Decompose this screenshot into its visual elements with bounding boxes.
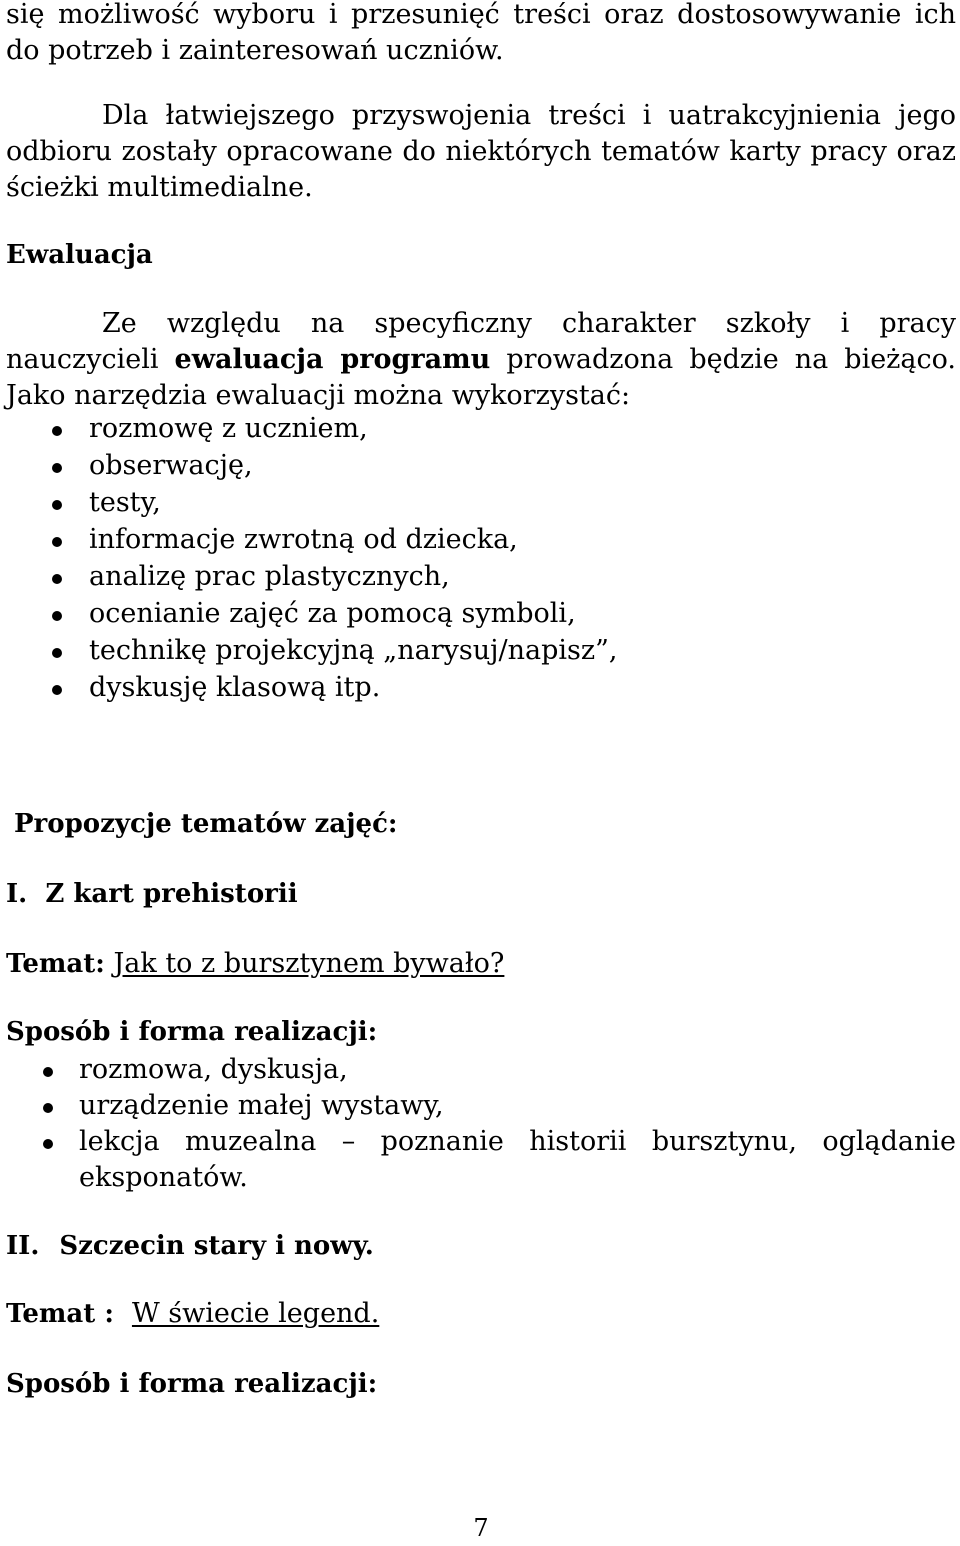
bullet-icon <box>43 1139 53 1149</box>
list-item: urządzenie małej wystawy, <box>6 1088 956 1124</box>
page-number: 7 <box>473 1514 489 1542</box>
evaluation-text-bold: ewaluacja programu <box>174 344 491 375</box>
intro-paragraph-1: się możliwość wyboru i przesunięć treści oraz dostosowywanie ich do potrzeb i zainteresowań uczniów. <box>6 0 956 66</box>
topic-label: Temat: <box>6 949 105 979</box>
topic-label: Temat : <box>6 1299 114 1329</box>
evaluation-text-after: prowadzona będzie na bieżąco. Jako narzędzia ewaluacji można wykorzystać: <box>6 344 956 411</box>
bullet-icon <box>52 463 62 473</box>
section-2-number: II. <box>6 1231 40 1261</box>
evaluation-text-before: Ze względu na specyficzny charakter szkoły i pracy nauczycieli <box>6 308 956 375</box>
section-2-title: Szczecin stary i nowy. <box>59 1231 374 1261</box>
list-item: obserwację, <box>6 448 956 485</box>
list-item: testy, <box>6 485 956 522</box>
section-1-method-label: Sposób i forma realizacji: <box>6 1017 378 1047</box>
section-2-method-label: Sposób i forma realizacji: <box>6 1369 378 1399</box>
bullet-icon <box>52 574 62 584</box>
bullet-icon <box>52 685 62 695</box>
document-page <box>6 0 956 1542</box>
list-item: dyskusję klasową itp. <box>6 670 956 707</box>
bullet-icon <box>43 1103 53 1113</box>
proposals-heading: Propozycje tematów zajęć: <box>14 809 398 839</box>
section-1-topic-line <box>6 946 956 982</box>
section-2-topic-line <box>6 1296 956 1332</box>
list-item: technikę projekcyjną „narysuj/napisz”, <box>6 633 956 670</box>
list-item: lekcja muzealna – poznanie historii bursztynu, oglądanie eksponatów. <box>6 1124 956 1196</box>
section-1-methods-list <box>6 1052 956 1196</box>
list-item: ocenianie zajęć za pomocą symboli, <box>6 596 956 633</box>
bullet-icon <box>52 648 62 658</box>
evaluation-paragraph <box>6 306 956 414</box>
bullet-icon <box>52 537 62 547</box>
bullet-icon <box>52 500 62 510</box>
intro-paragraph-2: Dla łatwiejszego przyswojenia treści i uatrakcyjnienia jego odbioru zostały opracowane do niektórych tematów karty pracy oraz ścieżki multimedialne. <box>6 100 956 203</box>
topic-title: Jak to z bursztynem bywało? <box>113 948 505 979</box>
evaluation-heading: Ewaluacja <box>6 240 153 270</box>
bullet-icon <box>52 611 62 621</box>
section-1-title: I. Z kart prehistorii <box>6 879 298 909</box>
list-item: rozmowa, dyskusja, <box>6 1052 956 1088</box>
bullet-icon <box>52 426 62 436</box>
section-2-title-line <box>6 1228 956 1264</box>
list-item: informacje zwrotną od dziecka, <box>6 522 956 559</box>
list-item: analizę prac plastycznych, <box>6 559 956 596</box>
topic-title: W świecie legend. <box>131 1298 380 1329</box>
evaluation-tools-list <box>6 411 956 707</box>
list-item: rozmowę z uczniem, <box>6 411 956 448</box>
bullet-icon <box>43 1067 53 1077</box>
